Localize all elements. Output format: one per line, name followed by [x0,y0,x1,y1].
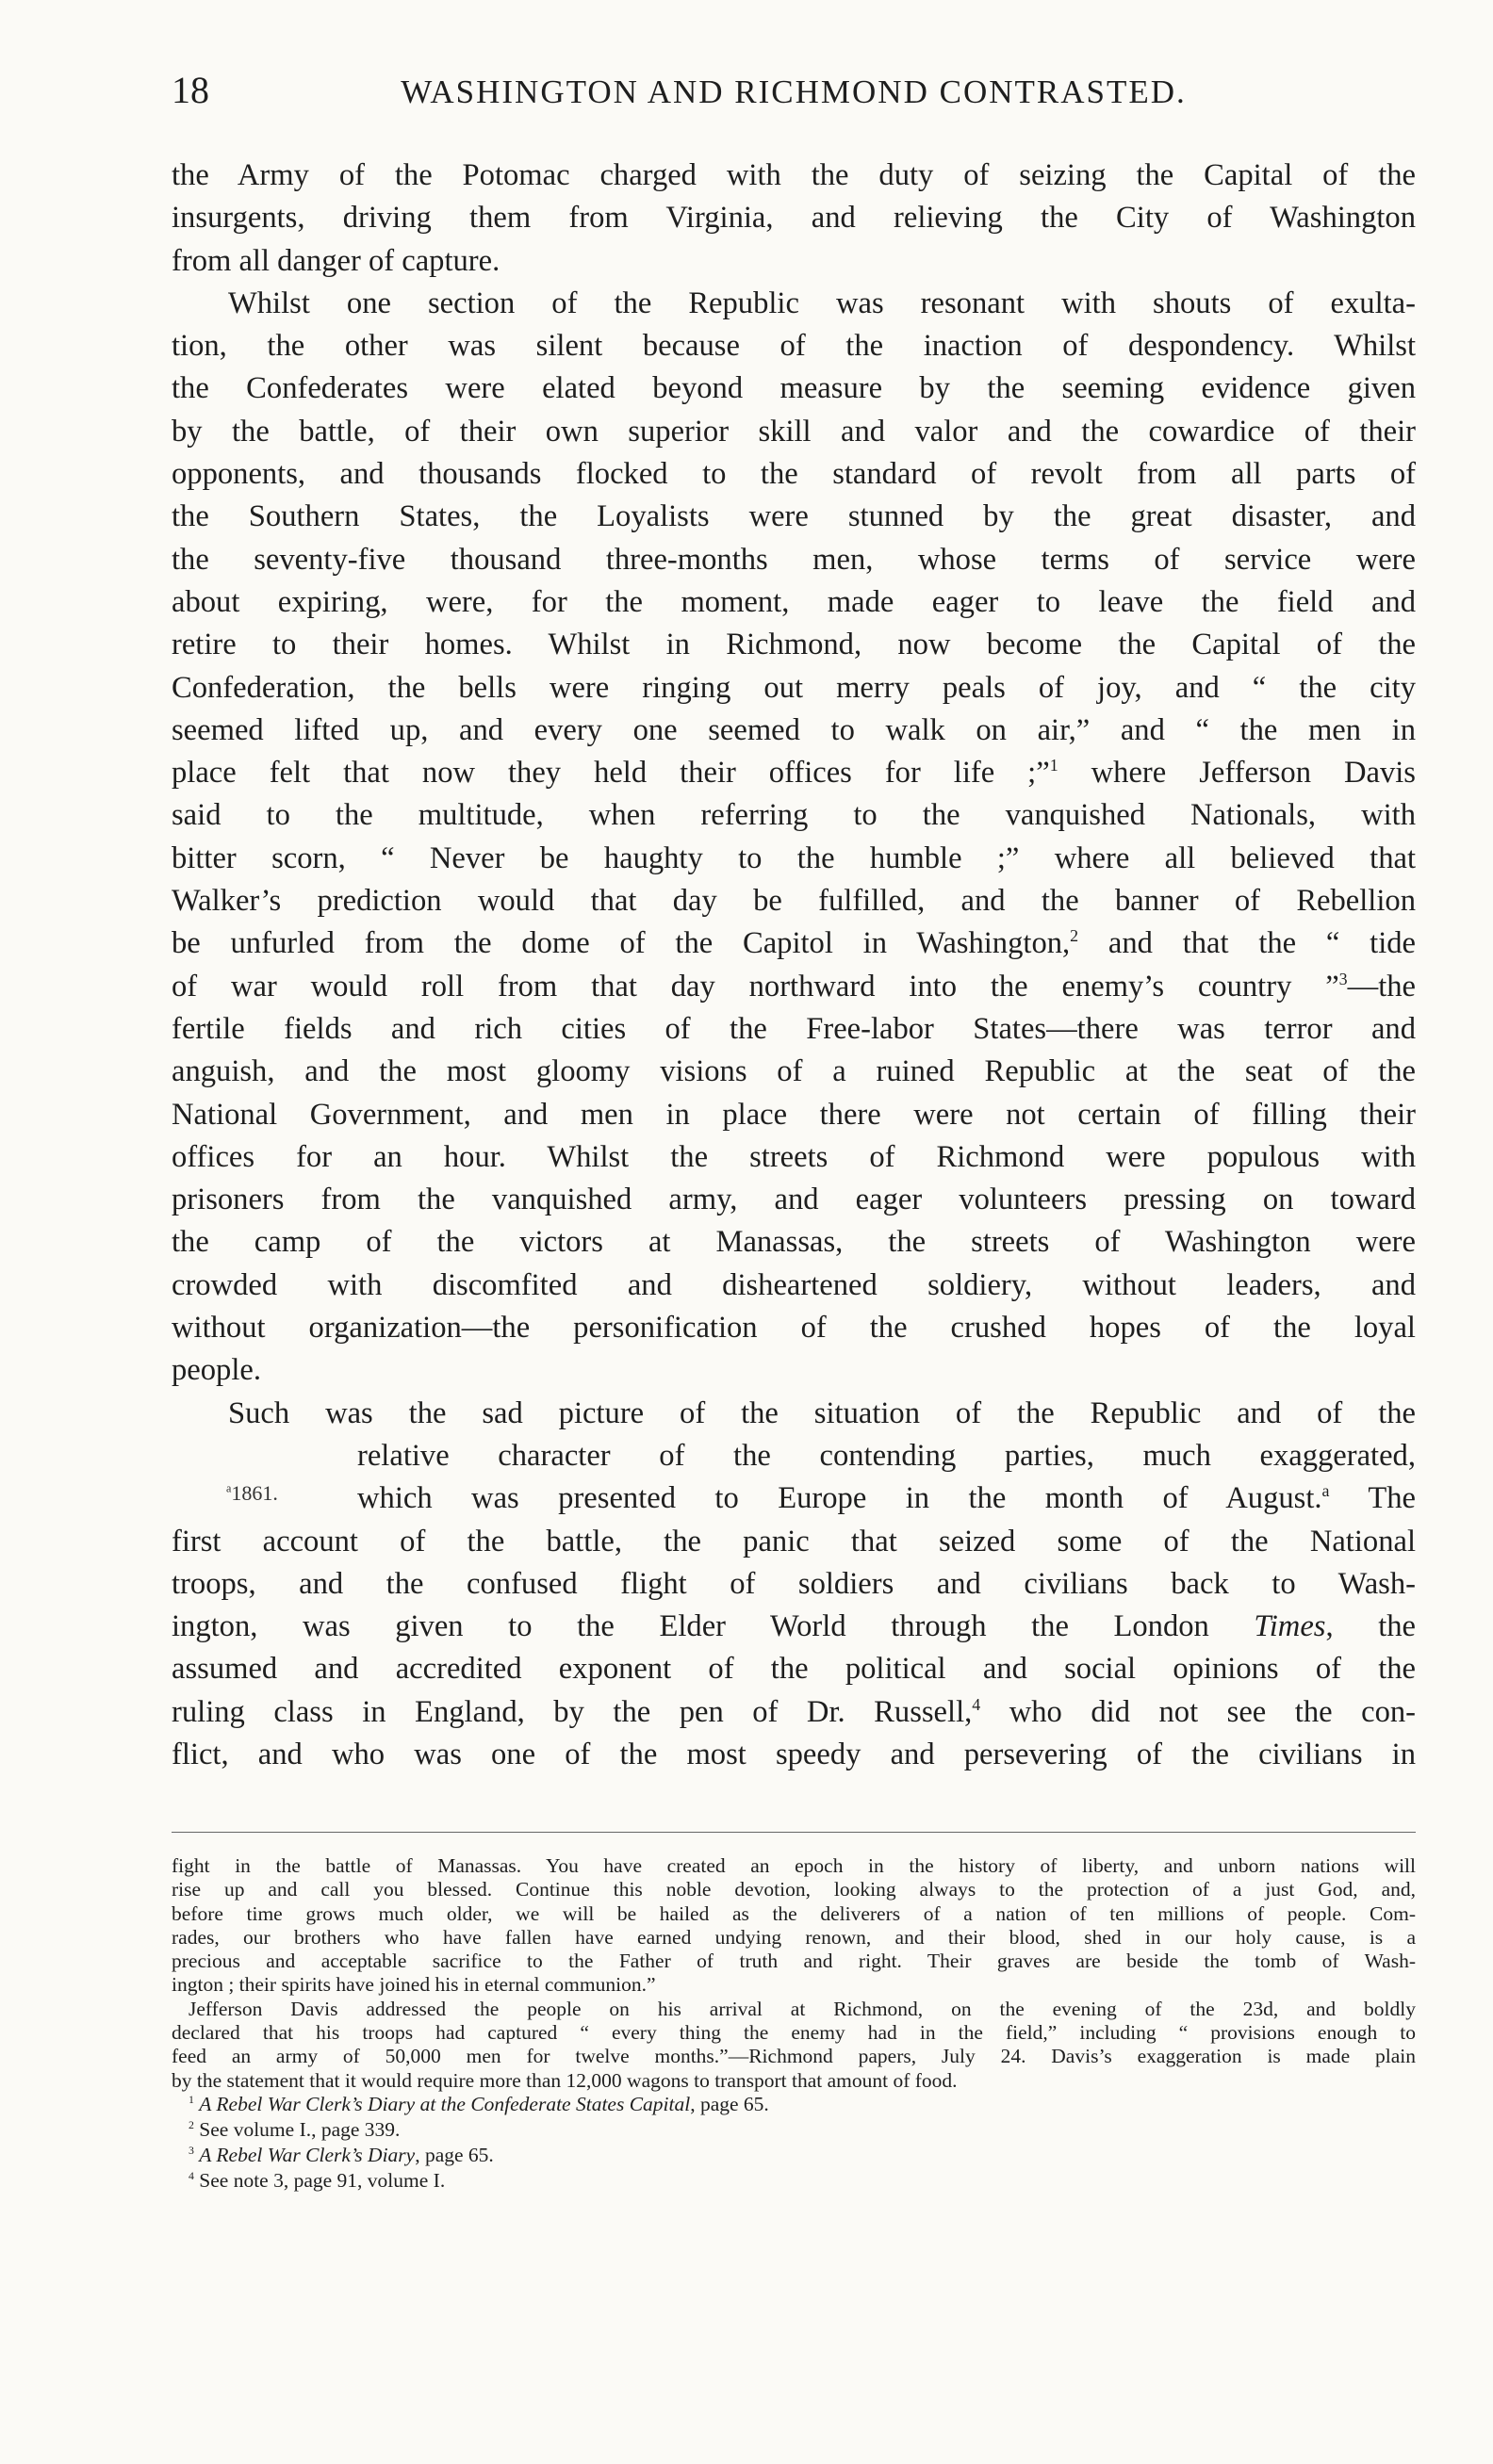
footnote-marker: 1 [1049,756,1058,775]
footnote-marker: 2 [1070,926,1079,946]
text-line: without organization—the personification of the crushed hopes of the loyal [172,1311,1416,1346]
text-segment: , the [1325,1609,1416,1644]
footnote-line: rades, our brothers who have fallen have earned undying renown, and their blood, shed in our holy cause, is a [172,1925,1416,1949]
text-line: Confederation, the bells were ringing out merry peals of joy, and “ the city [172,670,1416,705]
text-segment: who did not see the con- [980,1694,1417,1729]
footnote-number: 4 [189,2168,194,2182]
footnote-marker: 3 [1338,969,1348,988]
footnote-source-detail: , page 65. [415,2143,494,2166]
footnote-line: before time grows much older, we will be hailed as the deliverers of a nation of ten millions of people. Com- [172,1901,1416,1925]
text-line: first account of the battle, the panic that seized some of the National [172,1524,1416,1558]
text-line: opponents, and thousands flocked to the standard of revolt from all parts of [172,457,1416,492]
text-line: the Southern States, the Loyalists were stunned by the great disaster, and [172,499,1416,534]
text-line [172,922,1416,965]
footnote-source-detail: See volume I., page 339. [199,2117,401,2141]
text-line: people. [172,1353,261,1388]
text-line [172,752,1416,794]
text-line: crowded with discomfited and disheartened soldiery, without leaders, and [172,1267,1416,1302]
text-line: assumed and accredited exponent of the political and social opinions of the [172,1652,1416,1687]
text-line: offices for an hour. Whilst the streets of Richmond were populous with [172,1139,1416,1174]
text-line: said to the multitude, when referring to the vanquished Nationals, with [172,798,1416,833]
text-line: tion, the other was silent because of the inaction of despondency. Whilst [172,329,1416,364]
text-segment: ington, was given to the Elder World through the London [172,1609,1209,1644]
text-line: Such was the sad picture of the situation of the Republic and of the [228,1395,1416,1430]
footnote-divider [172,1832,1416,1833]
footnote-source-title: A Rebel War Clerk’s Diary at the Confederate States Capital [199,2092,691,2115]
footnote-number: 1 [189,2092,194,2106]
text-segment: The [1329,1481,1416,1516]
text-line: fertile fields and rich cities of the Free-labor States—there was terror and [172,1011,1416,1046]
footnote-reference [172,2144,1416,2169]
text-line: bitter scorn, “ Never be haughty to the humble ;” where all believed that [172,840,1416,875]
text-line: the Confederates were elated beyond measure by the seeming evidence given [172,371,1416,406]
text-line [172,1477,1416,1520]
text-line: the Army of the Potomac charged with the duty of seizing the Capital of the [172,158,1416,192]
text-line: troops, and the confused flight of soldiers and civilians back to Wash- [172,1566,1416,1601]
text-segment: of war would roll from that day northward into the enemy’s country ” [172,969,1339,1004]
text-line: prisoners from the vanquished army, and eager volunteers pressing on toward [172,1183,1416,1217]
footnote-line: declared that his troops had captured “ every thing the enemy had in the field,” including “ provisions enough to [172,2021,1416,2045]
sidenote-marker: a [226,1481,232,1495]
text-line: by the battle, of their own superior skill and valor and the cowardice of their [172,414,1416,449]
footnote-line: ington ; their spirits have joined his in eternal communion.” [172,1973,656,1997]
text-line [172,1606,1416,1648]
footnote-source-title: A Rebel War Clerk’s Diary [199,2143,416,2166]
footnote-reference [172,2093,1416,2118]
text-line: flict, and who was one of the most speedy and persevering of the civilians in [172,1737,1416,1771]
footnote-reference [172,2118,1416,2144]
footnote-line: precious and acceptable sacrifice to the Father of truth and right. Their graves are beside the tomb of Wash- [172,1950,1416,1973]
text-line: from all danger of capture. [172,243,500,278]
footnote-number: 2 [189,2117,194,2131]
text-segment: where Jefferson Davis [1058,756,1416,791]
text-segment: place felt that now they held their offices for life ;” [172,756,1050,791]
text-line: Whilst one section of the Republic was resonant with shouts of exulta- [228,286,1416,320]
footnote-source-detail: , page 65. [690,2092,769,2115]
text-line: Walker’s prediction would that day be fulfilled, and the banner of Rebellion [172,884,1416,919]
text-line: anguish, and the most gloomy visions of a ruined Republic at the seat of the [172,1054,1416,1089]
footnote-line: by the statement that it would require more than 12,000 wagons to transport that amount of food. [172,2068,958,2092]
main-text [172,155,1416,1776]
text-line: the camp of the victors at Manassas, the streets of Washington were [172,1225,1416,1260]
footnote-line: fight in the battle of Manassas. You have created an epoch in the history of liberty, and unborn nations will [172,1854,1416,1877]
footnote-line: Jefferson Davis addressed the people on his arrival at Richmond, on the evening of the 23d, and boldly [189,1997,1416,2020]
sidenote-text: 1861. [231,1481,278,1505]
running-head: WASHINGTON AND RICHMOND CONTRASTED. [401,73,1187,110]
page-header [172,68,1416,124]
text-line [172,1691,1416,1734]
margin-date-note [226,1481,278,1506]
footnote-number: 3 [189,2143,194,2157]
footnote-marker: 4 [972,1694,981,1714]
text-segment: —the [1347,969,1416,1004]
text-segment: which was presented to Europe in the month of August. [357,1481,1322,1516]
text-line [172,966,1416,1008]
text-line: seemed lifted up, and every one seemed to walk on air,” and “ the men in [172,712,1416,747]
text-line: retire to their homes. Whilst in Richmond, now become the Capital of the [172,628,1416,662]
italic-title: Times [1254,1609,1326,1644]
text-line: the seventy-five thousand three-months men, whose terms of service were [172,542,1416,577]
footnote-line: feed an army of 50,000 men for twelve months.”—Richmond papers, July 24. Davis’s exaggeration is made plain [172,2045,1416,2068]
footnote-reference [172,2169,1416,2195]
text-segment: be unfurled from the dome of the Capitol in Washington, [172,926,1071,961]
text-segment: ruling class in England, by the pen of Dr. Russell, [172,1694,973,1729]
text-line: about expiring, were, for the moment, made eager to leave the field and [172,584,1416,619]
footnote-line: rise up and call you blessed. Continue this noble devotion, looking always to the protection of a just God, and, [172,1878,1416,1901]
text-line: insurgents, driving them from Virginia, and relieving the City of Washington [172,201,1416,236]
footnote-source-detail: See note 3, page 91, volume I. [199,2168,446,2192]
text-line: relative character of the contending parties, much exaggerated, [357,1438,1416,1473]
footnote-marker: a [1321,1481,1330,1501]
page-number: 18 [172,69,209,111]
text-line: National Government, and men in place there were not certain of filling their [172,1097,1416,1132]
footnotes [172,1854,1416,2195]
text-segment: and that the “ tide [1078,926,1416,961]
